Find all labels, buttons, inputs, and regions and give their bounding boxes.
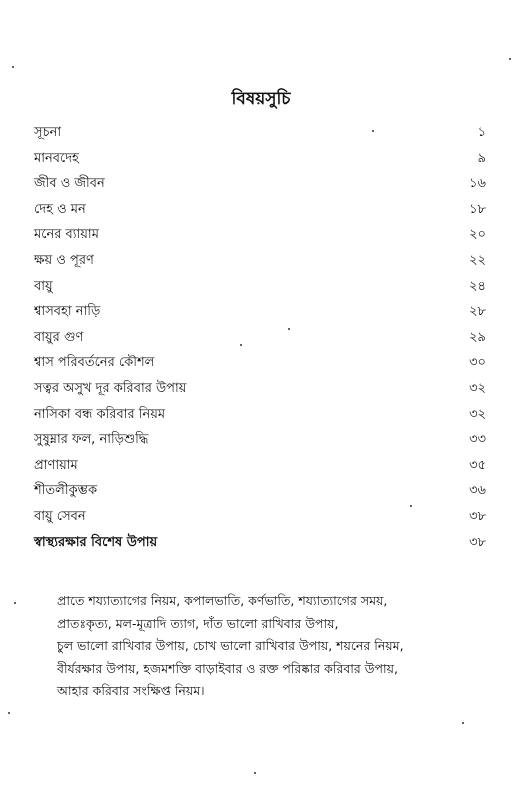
toc-entry: [34, 402, 486, 428]
toc-entry: [34, 376, 486, 402]
toc-entry: [34, 171, 486, 197]
scan-speck: [288, 328, 290, 330]
toc-entry-page: ৩৩: [469, 432, 486, 448]
toc-entry: [34, 222, 486, 248]
toc-entry-label: বায়ু সেবন: [34, 508, 86, 524]
scan-speck: [509, 58, 511, 60]
toc-entry: [34, 427, 486, 453]
toc-entry-page: ২২: [469, 252, 486, 268]
subtopic-line: প্রাতে শয্যাত্যাগের নিয়ম, কপালভাতি, কর্ণভাতি, শয্যাত্যাগের সময়,: [57, 593, 388, 608]
toc-entry: [34, 299, 486, 325]
toc-entry: [34, 325, 486, 351]
toc-entry-label: শ্বাসবহা নাড়ি: [34, 304, 101, 320]
scan-speck: [462, 722, 464, 724]
toc-entry-page: ৩৮: [469, 508, 486, 524]
toc-entry: [34, 478, 486, 504]
scan-speck: [372, 130, 374, 132]
toc-entry: [34, 120, 486, 146]
scan-speck: [12, 66, 14, 68]
toc-entry: [34, 530, 486, 556]
toc-entry: [34, 146, 486, 172]
toc-entry-label: দেহ ও মন: [34, 201, 86, 217]
toc-entry-page: ৩২: [469, 406, 486, 422]
table-of-contents: [34, 120, 486, 555]
toc-entry-page: ৩০: [469, 355, 486, 371]
toc-entry-label: সত্বর অসুখ দূর করিবার উপায়: [34, 380, 187, 396]
toc-entry-page: ২০: [469, 227, 486, 243]
toc-entry-page: ১৬: [469, 176, 486, 192]
toc-entry-page: ৯: [477, 150, 486, 166]
toc-entry-label: জীব ও জীবন: [34, 176, 105, 192]
toc-entry-page: ৩৫: [469, 457, 486, 473]
toc-entry-label: প্রাণায়াম: [34, 457, 78, 473]
toc-entry-label: সূচনা: [34, 125, 62, 140]
scan-speck: [410, 505, 412, 507]
scan-speck: [240, 344, 242, 346]
subtopic-list: [57, 590, 497, 703]
toc-entry-label: নাসিকা বন্ধ করিবার নিয়ম: [34, 406, 166, 422]
toc-entry: [34, 197, 486, 223]
toc-entry-page: ২৮: [469, 304, 486, 320]
toc-entry-label: বায়ু: [34, 278, 53, 294]
toc-entry-page: ১৮: [469, 201, 486, 217]
toc-entry-label: ক্ষয় ও পূরণ: [34, 252, 94, 268]
scan-speck: [14, 602, 16, 604]
toc-entry-page: ২৪: [469, 278, 486, 294]
subtopic-line: বীর্যরক্ষার উপায়, হজমশক্তি বাড়াইবার ও রক্ত পরিষ্কার করিবার উপায়,: [57, 660, 398, 676]
subtopic-line: প্রাতঃকৃত্য, মল-মূত্রাদি ত্যাগ, দাঁত ভালো রাখিবার উপায়,: [57, 615, 339, 631]
toc-entry-label: মনের ব্যায়াম: [34, 227, 99, 243]
toc-entry-label: শ্বাস পরিবর্তনের কৌশল: [34, 355, 155, 371]
toc-entry-page: ৩৮: [469, 534, 486, 550]
toc-entry: [34, 350, 486, 376]
toc-entry-label: শীতলীকুম্ভক: [34, 483, 98, 499]
toc-entry-label: মানবদেহ: [34, 150, 79, 166]
toc-entry-label: সুষুম্নার ফল, নাড়িশুদ্ধি: [34, 432, 149, 448]
toc-entry-page: ১: [477, 125, 486, 140]
scan-speck: [8, 712, 10, 714]
toc-entry: [34, 504, 486, 530]
subtopic-line: চুল ভালো রাখিবার উপায়, চোখ ভালো রাখিবার উপায়, শয়নের নিয়ম,: [57, 638, 404, 653]
toc-entry-page: ২৯: [469, 329, 486, 345]
scan-speck: [254, 772, 256, 774]
toc-entry: [34, 248, 486, 274]
toc-entry-label: বায়ুর গুণ: [34, 329, 84, 345]
toc-entry-page: ৩৬: [469, 483, 486, 499]
toc-entry-label: স্বাস্থ্যরক্ষার বিশেষ উপায়: [34, 534, 158, 550]
subtopic-line: আহার করিবার সংক্ষিপ্ত নিয়ম।: [57, 683, 205, 698]
page-title: বিষয়সুচি: [231, 89, 291, 109]
toc-entry: [34, 453, 486, 479]
toc-entry-page: ৩২: [469, 380, 486, 396]
toc-entry: [34, 274, 486, 300]
